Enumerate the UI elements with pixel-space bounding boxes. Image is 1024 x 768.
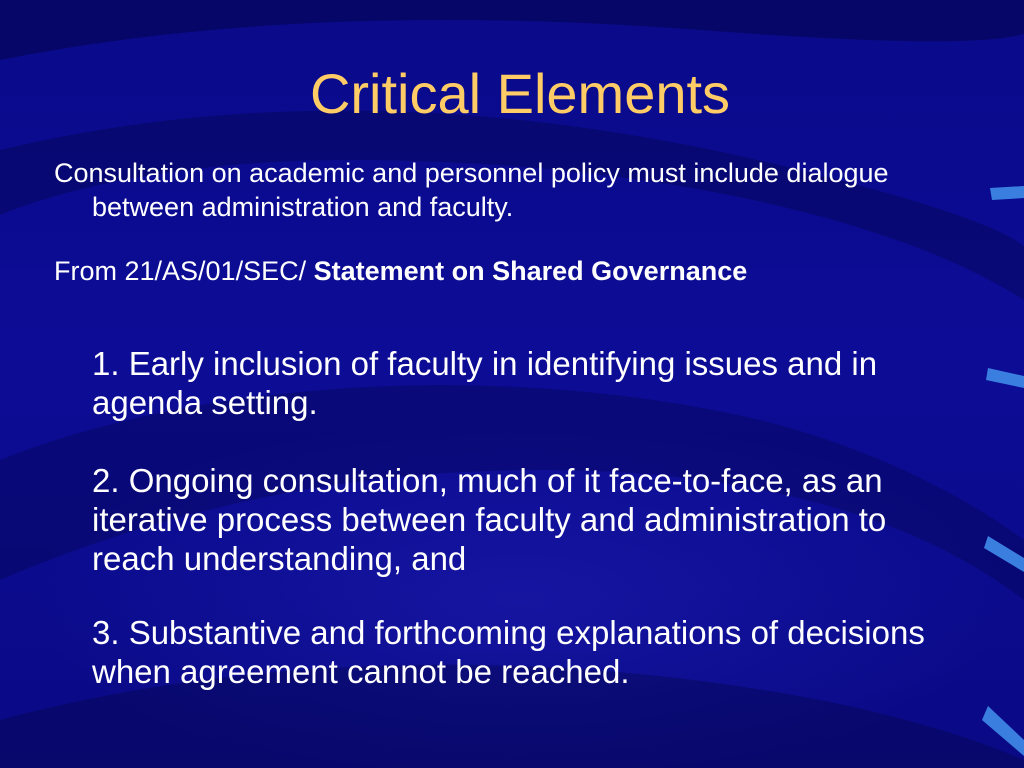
intro-paragraph: Consultation on academic and personnel policy must include dialogue between administration and faculty. <box>54 158 889 222</box>
source-prefix: From 21/AS/01/SEC/ <box>54 256 314 286</box>
list-item-2: 2. Ongoing consultation, much of it face-to-face, as an iterative process between faculty and administration to reach understanding, and <box>92 462 887 577</box>
source-title: Statement on Shared Governance <box>313 256 748 286</box>
slide-title: Critical Elements <box>309 62 731 125</box>
list-item-3: 3. Substantive and forthcoming explanations of decisions when agreement cannot be reached. <box>92 614 925 690</box>
slide-body <box>54 156 954 288</box>
source-line <box>54 254 954 288</box>
list-item-1: 1. Early inclusion of faculty in identifying issues and in agenda setting. <box>92 345 878 421</box>
